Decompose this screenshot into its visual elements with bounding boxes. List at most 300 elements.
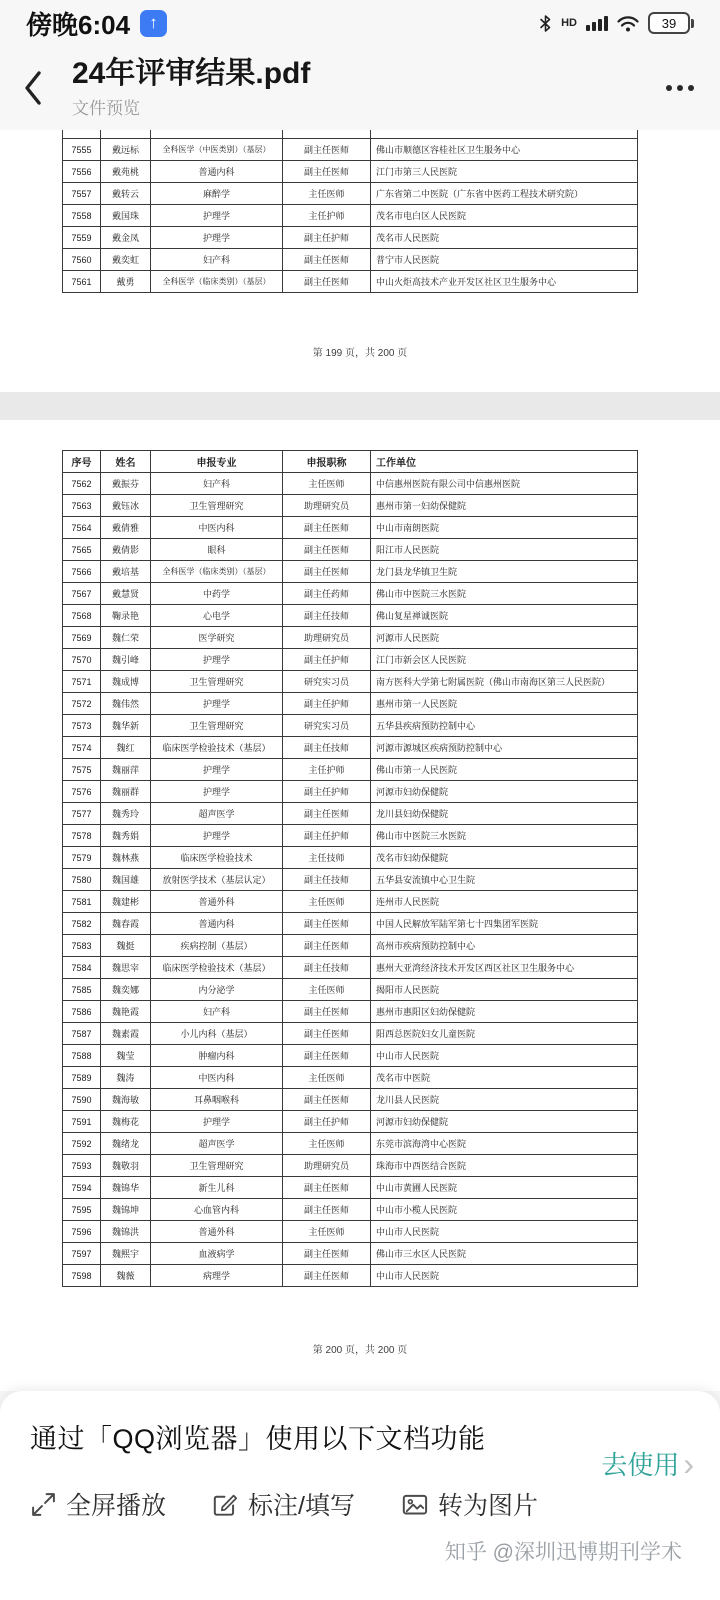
table-cell: 血液病学	[151, 1243, 283, 1265]
table-row	[63, 671, 638, 693]
table-cell: 7580	[63, 869, 101, 891]
table-cell: 普宁市人民医院	[371, 249, 638, 271]
table-row	[63, 271, 638, 293]
page-number-footer: 第 199 页，共 200 页	[312, 348, 408, 359]
table-cell: 心电学	[151, 605, 283, 627]
table-row	[63, 473, 638, 495]
column-header: 申报职称	[283, 451, 371, 473]
table-cell: 超声医学	[151, 1133, 283, 1155]
page-number-footer: 第 200 页，共 200 页	[312, 1345, 408, 1356]
table-cell: 7574	[63, 737, 101, 759]
table-row	[63, 1089, 638, 1111]
zhihu-watermark: 知乎 @深圳迅博期刊学术	[444, 1541, 682, 1564]
clock: 傍晚6:04	[26, 9, 131, 40]
table-cell: 惠州市第一妇幼保健院	[371, 495, 638, 517]
table-cell: 主任医师	[283, 183, 371, 205]
document-subtitle: 文件预览	[72, 99, 140, 118]
table-cell: 护理学	[151, 227, 283, 249]
column-header: 序号	[63, 451, 101, 473]
table-cell: 茂名市电白区人民医院	[371, 205, 638, 227]
table-cell: 7564	[63, 517, 101, 539]
table-cell: 魏莹	[101, 1045, 151, 1067]
table-cell: 7595	[63, 1199, 101, 1221]
table-cell: 7557	[63, 183, 101, 205]
table-cell: 鞠录艳	[101, 605, 151, 627]
table-cell: 7561	[63, 271, 101, 293]
table-cell: 卫生管理研究	[151, 671, 283, 693]
table-cell: 7591	[63, 1111, 101, 1133]
table-cell: 戴苑桃	[101, 161, 151, 183]
table-cell: 疾病控制（基层）	[151, 935, 283, 957]
table-cell: 7578	[63, 825, 101, 847]
table-cell: 护理学	[151, 825, 283, 847]
table-cell: 7597	[63, 1243, 101, 1265]
table-cell: 江门市第三人民医院	[371, 161, 638, 183]
table-cell: 魏华新	[101, 715, 151, 737]
table-cell: 五华县疾病预防控制中心	[371, 715, 638, 737]
table-cell: 魏锦坤	[101, 1199, 151, 1221]
table-cell: 戴慧贤	[101, 583, 151, 605]
table-cell: 中山市人民医院	[371, 1265, 638, 1287]
table-row	[63, 627, 638, 649]
document-title: 24年评审结果.pdf	[72, 57, 311, 90]
convert-to-image-button[interactable]	[401, 1486, 538, 1522]
table-cell: 副主任医师	[283, 1045, 371, 1067]
table-cell: 7576	[63, 781, 101, 803]
table-cell: 主任技师	[283, 847, 371, 869]
page-gap	[0, 392, 720, 420]
table-cell: 7592	[63, 1133, 101, 1155]
table-cell: 魏引峰	[101, 649, 151, 671]
table-row	[63, 1045, 638, 1067]
table-row	[63, 1199, 638, 1221]
table-row	[63, 249, 638, 271]
table-cell: 主任护师	[283, 759, 371, 781]
table-cell: 助理研究员	[283, 495, 371, 517]
table-cell: 戴培基	[101, 561, 151, 583]
signal-bars-icon	[586, 16, 608, 31]
table-cell: 茂名市妇幼保健院	[371, 847, 638, 869]
table-cell: 7598	[63, 1265, 101, 1287]
table-cell: 7575	[63, 759, 101, 781]
battery-nub	[691, 19, 694, 28]
table-cell: 副主任医师	[283, 1001, 371, 1023]
table-cell: 麻醉学	[151, 183, 283, 205]
table-cell: 放射医学技术（基层认定）	[151, 869, 283, 891]
table-cell: 主任医师	[283, 891, 371, 913]
table-row	[63, 1243, 638, 1265]
hd-indicator: HD	[561, 17, 577, 29]
table-cell	[151, 130, 283, 139]
table-cell: 魏建彬	[101, 891, 151, 913]
table-cell: 魏素霞	[101, 1023, 151, 1045]
table-cell: 7555	[63, 139, 101, 161]
table-cell: 副主任医师	[283, 913, 371, 935]
table-cell: 惠州大亚湾经济技术开发区西区社区卫生服务中心	[371, 957, 638, 979]
table-cell: 戴转云	[101, 183, 151, 205]
table-cell: 佛山市中医院三水医院	[371, 583, 638, 605]
table-row	[63, 205, 638, 227]
banner-title: 通过「QQ浏览器」使用以下文档功能	[30, 1424, 486, 1454]
table-cell: 副主任医师	[283, 803, 371, 825]
battery-indicator	[648, 12, 694, 34]
table-cell: 主任医师	[283, 473, 371, 495]
table-cell	[371, 130, 638, 139]
table-cell: 佛山市第一人民医院	[371, 759, 638, 781]
table-cell: 普通外科	[151, 891, 283, 913]
table-cell: 中山市小榄人民医院	[371, 1199, 638, 1221]
feature-row	[30, 1486, 690, 1522]
table-cell: 茂名市人民医院	[371, 227, 638, 249]
table-cell: 小儿内科（基层）	[151, 1023, 283, 1045]
table-cell: 7569	[63, 627, 101, 649]
table-row	[63, 891, 638, 913]
table-cell: 7573	[63, 715, 101, 737]
table-cell: 阳江市人民医院	[371, 539, 638, 561]
table-cell: 7560	[63, 249, 101, 271]
table-cell: 全科医学（临床类别）（基层）	[151, 561, 283, 583]
table-row	[63, 1265, 638, 1287]
table-cell: 中医内科	[151, 517, 283, 539]
table-cell: 魏丽群	[101, 781, 151, 803]
table-cell: 7570	[63, 649, 101, 671]
table-cell: 副主任医师	[283, 249, 371, 271]
table-cell: 南方医科大学第七附属医院（佛山市南海区第三人民医院）	[371, 671, 638, 693]
table-cell: 戴倩影	[101, 539, 151, 561]
table-cell: 副主任医师	[283, 1023, 371, 1045]
table-cell: 主任医师	[283, 979, 371, 1001]
table-row	[63, 869, 638, 891]
column-header: 工作单位	[371, 451, 638, 473]
table-cell: 魏思宰	[101, 957, 151, 979]
table-cell: 全科医学（临床类别）（基层）	[151, 271, 283, 293]
wifi-icon	[617, 15, 639, 32]
table-cell: 主任护师	[283, 205, 371, 227]
table-cell: 魏锦华	[101, 1177, 151, 1199]
table-cell: 主任医师	[283, 1067, 371, 1089]
table-cell: 普通内科	[151, 161, 283, 183]
table-cell: 副主任技师	[283, 957, 371, 979]
table-cell: 魏秀玲	[101, 803, 151, 825]
table-cell: 超声医学	[151, 803, 283, 825]
table-cell: 副主任医师	[283, 1265, 371, 1287]
table-cell: 中国人民解放军陆军第七十四集团军医院	[371, 913, 638, 935]
table-cell: 临床医学检验技术（基层）	[151, 957, 283, 979]
table-cell: 7587	[63, 1023, 101, 1045]
table-cell: 中山市人民医院	[371, 1045, 638, 1067]
fullscreen-play-button[interactable]	[30, 1486, 166, 1522]
table-cell: 魏奕娜	[101, 979, 151, 1001]
table-cell: 副主任护师	[283, 227, 371, 249]
table-row	[63, 803, 638, 825]
table-cell: 副主任医师	[283, 935, 371, 957]
table-cell: 普通外科	[151, 1221, 283, 1243]
table-cell: 医学研究	[151, 627, 283, 649]
table-cell: 7579	[63, 847, 101, 869]
table-cell: 魏绪龙	[101, 1133, 151, 1155]
pdf-preview-area[interactable]	[0, 130, 720, 1391]
table-cell: 研究实习员	[283, 671, 371, 693]
table-row	[63, 715, 638, 737]
table-cell: 护理学	[151, 693, 283, 715]
results-table-page-199	[62, 130, 638, 293]
table-cell: 全科医学（中医类别）（基层）	[151, 139, 283, 161]
table-cell: 江门市新会区人民医院	[371, 649, 638, 671]
table-row	[63, 139, 638, 161]
table-cell: 副主任护师	[283, 825, 371, 847]
table-row	[63, 913, 638, 935]
table-cell: 普通内科	[151, 913, 283, 935]
clipped-partial-row	[63, 130, 638, 139]
annotate-fill-button[interactable]	[212, 1486, 355, 1522]
table-cell	[63, 130, 101, 139]
table-cell: 中药学	[151, 583, 283, 605]
table-row	[63, 495, 638, 517]
column-header: 申报专业	[151, 451, 283, 473]
pdf-page-200	[0, 420, 720, 1391]
go-use-button[interactable]	[601, 1445, 694, 1482]
results-table-page-200	[62, 450, 638, 1287]
table-row	[63, 825, 638, 847]
title-block	[72, 57, 310, 119]
table-cell: 护理学	[151, 649, 283, 671]
table-cell: 内分泌学	[151, 979, 283, 1001]
table-cell	[283, 130, 371, 139]
table-row	[63, 781, 638, 803]
bluetooth-icon	[539, 14, 552, 33]
table-row	[63, 737, 638, 759]
table-row	[63, 1111, 638, 1133]
table-cell: 魏丽萍	[101, 759, 151, 781]
table-cell: 魏林燕	[101, 847, 151, 869]
table-cell: 龙川县人民医院	[371, 1089, 638, 1111]
table-row	[63, 1177, 638, 1199]
table-cell: 7558	[63, 205, 101, 227]
table-cell: 7594	[63, 1177, 101, 1199]
table-cell: 7581	[63, 891, 101, 913]
back-button[interactable]	[22, 69, 58, 107]
table-cell: 戴钰冰	[101, 495, 151, 517]
column-header: 姓名	[101, 451, 151, 473]
table-row	[63, 1023, 638, 1045]
feature-label: 转为图片	[437, 1492, 538, 1520]
table-cell: 7585	[63, 979, 101, 1001]
table-cell: 中山市人民医院	[371, 1221, 638, 1243]
table-cell: 魏薇	[101, 1265, 151, 1287]
table-cell: 妇产科	[151, 473, 283, 495]
table-cell: 魏仁荣	[101, 627, 151, 649]
table-cell: 珠海市中西医结合医院	[371, 1155, 638, 1177]
app-header	[0, 46, 720, 130]
table-cell: 佛山复星禅诚医院	[371, 605, 638, 627]
table-cell: 助理研究员	[283, 1155, 371, 1177]
table-cell: 广东省第二中医院（广东省中医药工程技术研究院）	[371, 183, 638, 205]
table-cell: 副主任医师	[283, 1177, 371, 1199]
table-cell: 魏国雄	[101, 869, 151, 891]
table-cell: 五华县安流镇中心卫生院	[371, 869, 638, 891]
table-cell: 魏秀娟	[101, 825, 151, 847]
table-row	[63, 227, 638, 249]
table-row	[63, 517, 638, 539]
table-cell: 佛山市中医院三水医院	[371, 825, 638, 847]
table-cell: 中山火炬高技术产业开发区社区卫生服务中心	[371, 271, 638, 293]
table-cell: 7572	[63, 693, 101, 715]
table-row	[63, 847, 638, 869]
table-cell: 护理学	[151, 205, 283, 227]
more-menu-icon[interactable]	[662, 75, 698, 101]
annotate-icon	[212, 1491, 239, 1518]
table-cell: 中山市南朗医院	[371, 517, 638, 539]
table-cell: 心血管内科	[151, 1199, 283, 1221]
table-cell: 7563	[63, 495, 101, 517]
table-cell: 魏敬羽	[101, 1155, 151, 1177]
table-cell: 河源市妇幼保健院	[371, 781, 638, 803]
table-cell: 戴国珠	[101, 205, 151, 227]
table-cell: 新生儿科	[151, 1177, 283, 1199]
table-cell: 7588	[63, 1045, 101, 1067]
table-cell: 主任医师	[283, 1221, 371, 1243]
table-row	[63, 561, 638, 583]
table-cell: 魏春霞	[101, 913, 151, 935]
table-cell: 魏锦洪	[101, 1221, 151, 1243]
table-cell: 魏挺	[101, 935, 151, 957]
table-cell: 临床医学检验技术（基层）	[151, 737, 283, 759]
table-cell: 龙门县龙华镇卫生院	[371, 561, 638, 583]
table-cell: 研究实习员	[283, 715, 371, 737]
table-row	[63, 935, 638, 957]
table-cell: 耳鼻咽喉科	[151, 1089, 283, 1111]
table-cell: 副主任医师	[283, 517, 371, 539]
table-cell: 病理学	[151, 1265, 283, 1287]
table-cell: 妇产科	[151, 1001, 283, 1023]
table-cell: 7566	[63, 561, 101, 583]
table-cell: 副主任护师	[283, 781, 371, 803]
table-row	[63, 183, 638, 205]
table-cell: 副主任护师	[283, 693, 371, 715]
table-cell: 护理学	[151, 781, 283, 803]
table-cell: 佛山市顺德区容桂社区卫生服务中心	[371, 139, 638, 161]
table-cell: 副主任医师	[283, 139, 371, 161]
table-row	[63, 539, 638, 561]
chevron-right-icon: ›	[683, 1445, 694, 1482]
table-cell: 7568	[63, 605, 101, 627]
table-cell: 河源市妇幼保健院	[371, 1111, 638, 1133]
table-cell	[101, 130, 151, 139]
table-cell: 戴勇	[101, 271, 151, 293]
table-cell: 戴金凤	[101, 227, 151, 249]
table-cell: 7559	[63, 227, 101, 249]
table-cell: 副主任技师	[283, 605, 371, 627]
table-cell: 卫生管理研究	[151, 1155, 283, 1177]
table-cell: 7590	[63, 1089, 101, 1111]
table-row	[63, 957, 638, 979]
table-cell: 临床医学检验技术	[151, 847, 283, 869]
feature-label: 标注/填写	[248, 1492, 355, 1520]
table-cell: 魏梅花	[101, 1111, 151, 1133]
table-row	[63, 693, 638, 715]
table-cell: 副主任医师	[283, 1243, 371, 1265]
qq-browser-banner	[0, 1391, 720, 1600]
table-cell: 7582	[63, 913, 101, 935]
table-cell: 7583	[63, 935, 101, 957]
table-cell: 龙川县妇幼保健院	[371, 803, 638, 825]
table-cell: 中山市黄圃人民医院	[371, 1177, 638, 1199]
table-header-row	[63, 451, 638, 473]
table-cell: 佛山市三水区人民医院	[371, 1243, 638, 1265]
table-row	[63, 1155, 638, 1177]
pdf-page-199	[0, 130, 720, 392]
table-row	[63, 1221, 638, 1243]
table-cell: 阳西总医院妇女儿童医院	[371, 1023, 638, 1045]
table-row	[63, 1001, 638, 1023]
table-row	[63, 605, 638, 627]
table-cell: 7596	[63, 1221, 101, 1243]
table-cell: 戴倩雅	[101, 517, 151, 539]
fullscreen-icon	[30, 1491, 57, 1518]
table-cell: 魏涛	[101, 1067, 151, 1089]
table-cell: 高州市疾病预防控制中心	[371, 935, 638, 957]
table-cell: 惠州市惠阳区妇幼保健院	[371, 1001, 638, 1023]
table-cell: 副主任医师	[283, 271, 371, 293]
table-cell: 副主任护师	[283, 1111, 371, 1133]
table-cell: 茂名市中医院	[371, 1067, 638, 1089]
table-cell: 副主任医师	[283, 1089, 371, 1111]
table-cell: 戴振芬	[101, 473, 151, 495]
table-cell: 7584	[63, 957, 101, 979]
chevron-left-icon	[27, 73, 39, 103]
table-cell: 中医内科	[151, 1067, 283, 1089]
table-cell: 副主任医师	[283, 539, 371, 561]
table-cell: 7593	[63, 1155, 101, 1177]
table-row	[63, 759, 638, 781]
table-cell: 副主任护师	[283, 649, 371, 671]
table-cell: 副主任药师	[283, 583, 371, 605]
table-cell: 魏红	[101, 737, 151, 759]
table-cell: 卫生管理研究	[151, 715, 283, 737]
table-cell: 连州市人民医院	[371, 891, 638, 913]
table-row	[63, 583, 638, 605]
table-cell: 肿瘤内科	[151, 1045, 283, 1067]
table-cell: 妇产科	[151, 249, 283, 271]
table-row	[63, 161, 638, 183]
table-cell: 眼科	[151, 539, 283, 561]
table-cell: 副主任医师	[283, 561, 371, 583]
table-cell: 护理学	[151, 1111, 283, 1133]
table-cell: 东莞市滨海湾中心医院	[371, 1133, 638, 1155]
table-cell: 护理学	[151, 759, 283, 781]
table-cell: 惠州市第一人民医院	[371, 693, 638, 715]
table-cell: 主任医师	[283, 1133, 371, 1155]
table-cell: 副主任技师	[283, 869, 371, 891]
table-cell: 助理研究员	[283, 627, 371, 649]
table-cell: 副主任医师	[283, 1199, 371, 1221]
table-cell: 7565	[63, 539, 101, 561]
table-cell: 副主任医师	[283, 161, 371, 183]
to-image-icon	[401, 1491, 429, 1518]
update-arrow-badge[interactable]: ↑	[140, 10, 167, 37]
table-cell: 7586	[63, 1001, 101, 1023]
table-cell: 魏成博	[101, 671, 151, 693]
status-bar	[0, 0, 720, 46]
table-cell: 魏海敏	[101, 1089, 151, 1111]
table-clip	[0, 130, 720, 300]
go-use-label: 去使用	[601, 1450, 680, 1480]
table-cell: 卫生管理研究	[151, 495, 283, 517]
table-cell: 副主任技师	[283, 737, 371, 759]
table-row	[63, 649, 638, 671]
feature-label: 全屏播放	[66, 1492, 167, 1520]
table-cell: 7562	[63, 473, 101, 495]
